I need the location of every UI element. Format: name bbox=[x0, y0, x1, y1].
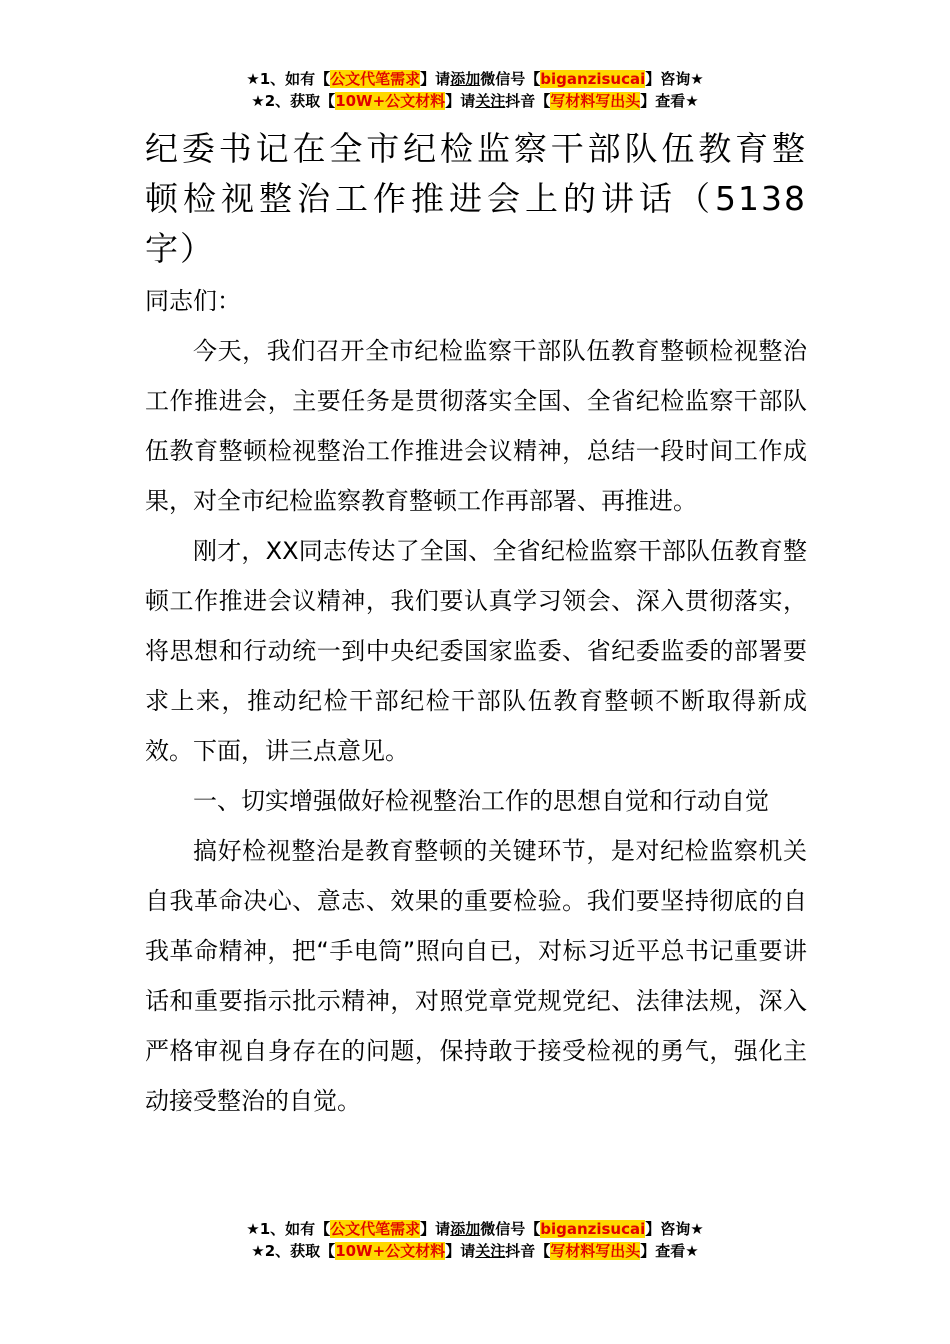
highlight-douyin: 写材料写出头 bbox=[550, 1242, 641, 1260]
document-title: 纪委书记在全市纪检监察干部队伍教育整顿检视整治工作推进会上的讲话（5138字） bbox=[145, 129, 807, 268]
highlight-materials: 10W+公文材料 bbox=[335, 92, 446, 110]
document-body bbox=[145, 124, 807, 1126]
paragraph-2: 刚才，XX同志传达了全国、全省纪检监察干部队伍教育整顿工作推进会议精神，我们要认真学习领会、深入贯彻落实，将思想和行动统一到中央纪委国家监委、省纪委监委的部署要求上来，推动纪检干部纪检干部队伍教育整顿不断取得新成效。下面，讲三点意见。 bbox=[145, 537, 807, 765]
promo-banner-bottom bbox=[0, 1218, 950, 1262]
promo-line-2: ★2、获取【10W+公文材料】请关注抖音【写材料写出头】查看★ bbox=[251, 1242, 699, 1260]
promo-line-1: ★1、如有【公文代笔需求】请添加微信号【biganzisucai】咨询★ bbox=[246, 70, 704, 88]
highlight-service: 公文代笔需求 bbox=[330, 70, 421, 88]
salutation: 同志们： bbox=[145, 287, 241, 315]
promo-line-1: ★1、如有【公文代笔需求】请添加微信号【biganzisucai】咨询★ bbox=[246, 1220, 704, 1238]
highlight-materials: 10W+公文材料 bbox=[335, 1242, 446, 1260]
paragraph-3: 搞好检视整治是教育整顿的关键环节，是对纪检监察机关自我革命决心、意志、效果的重要检验。我们要坚持彻底的自我革命精神，把“手电筒”照向自已，对标习近平总书记重要讲话和重要指示批示精神，对照党章党规党纪、法律法规，深入严格审视自身存在的问题，保持敢于接受检视的勇气，强化主动接受整治的自觉。 bbox=[145, 837, 807, 1115]
highlight-service: 公文代笔需求 bbox=[330, 1220, 421, 1238]
paragraph-1: 今天，我们召开全市纪检监察干部队伍教育整顿检视整治工作推进会，主要任务是贯彻落实全国、全省纪检监察干部队伍教育整顿检视整治工作推进会议精神，总结一段时间工作成果，对全市纪检监察教育整顿工作再部署、再推进。 bbox=[145, 337, 807, 515]
highlight-douyin: 写材料写出头 bbox=[550, 92, 641, 110]
section-heading-1: 一、切实增强做好检视整治工作的思想自觉和行动自觉 bbox=[193, 787, 769, 815]
highlight-wechat-id: biganzisucai bbox=[540, 1220, 646, 1238]
promo-banner-top bbox=[0, 68, 950, 112]
promo-line-2: ★2、获取【10W+公文材料】请关注抖音【写材料写出头】查看★ bbox=[251, 92, 699, 110]
highlight-wechat-id: biganzisucai bbox=[540, 70, 646, 88]
